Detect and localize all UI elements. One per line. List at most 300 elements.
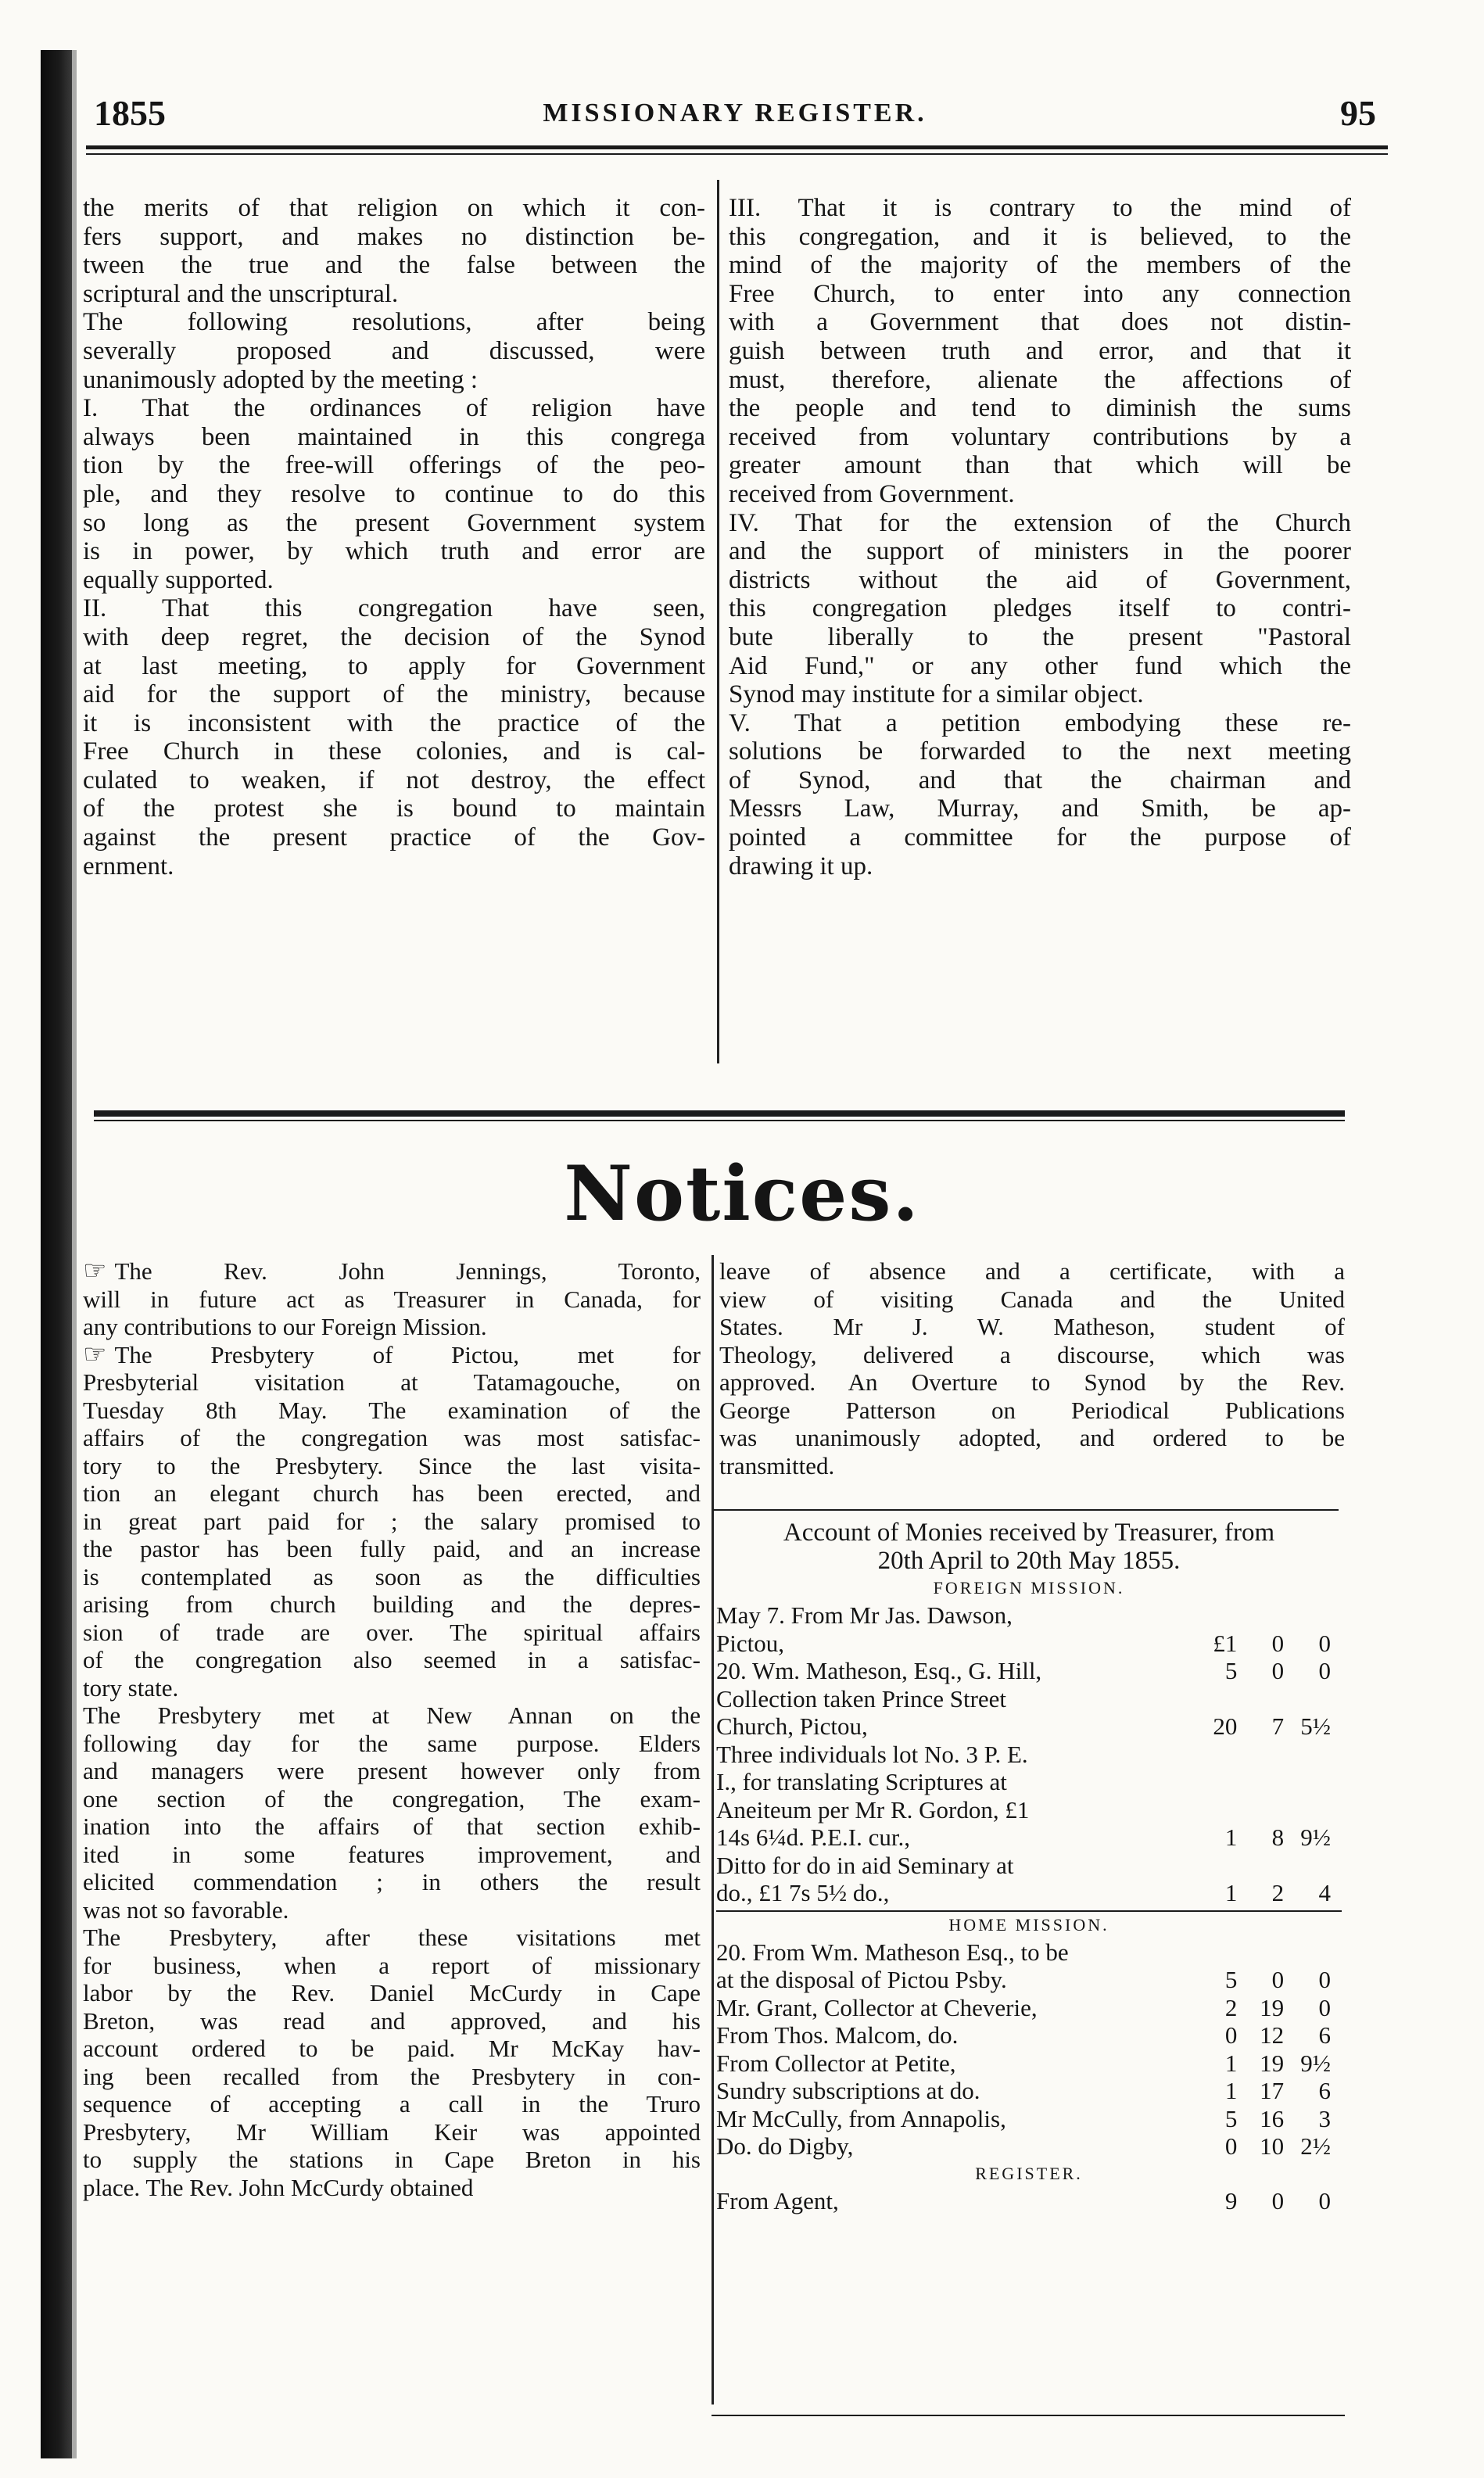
account-amount: 2 [1271, 1879, 1285, 1906]
account-row [716, 1824, 1342, 1852]
text-line [83, 480, 705, 509]
line-text: Free Church, to enter into any connection [729, 279, 1351, 308]
account-desc: Sundry subscriptions at do. [716, 2077, 980, 2104]
account-row [716, 1796, 1342, 1824]
account-desc: Three individuals lot No. 3 P. E. [716, 1740, 1028, 1768]
text-line [83, 1674, 701, 1702]
account-amount: 5 [1224, 2104, 1238, 2132]
text-line [729, 794, 1351, 823]
account-row [716, 2049, 1342, 2078]
line-text: George Patterson on Periodical Publications [719, 1396, 1345, 1424]
account-amount: 9 [1224, 2186, 1238, 2214]
line-text: so long as the present Government system [83, 508, 705, 537]
text-line [83, 1702, 701, 1730]
line-text: one section of the congregation, The exam- [83, 1784, 701, 1813]
account-amount: £1 [1213, 1629, 1238, 1657]
account-heading-line1: Account of Monies received by Treasurer, from [783, 1519, 1275, 1547]
text-line [83, 1841, 701, 1869]
line-text: States. Mr J. W. Matheson, student of [719, 1313, 1345, 1340]
account-amount [1201, 1852, 1248, 1880]
line-text: Presbyterial visitation at Tatamagouche, on [83, 1368, 701, 1396]
account-amount [1201, 1796, 1248, 1824]
account-amount [1248, 1741, 1295, 1769]
home-mission-label: HOME MISSION. [948, 1914, 1109, 1935]
line-text: any contributions to our Foreign Mission. [83, 1313, 487, 1340]
line-text: Breton, was read and approved, and his [83, 2006, 701, 2035]
line-text: The Presbytery of Pictou, met for [114, 1340, 701, 1368]
text-line [729, 223, 1351, 252]
account-desc: From Agent, [716, 2186, 839, 2214]
text-line [719, 1341, 1345, 1369]
text-line [83, 1619, 701, 1647]
text-line [729, 852, 1351, 881]
line-text: received from voluntary contributions by a [729, 422, 1351, 451]
home-mission-table [716, 1938, 1342, 2161]
text-line [83, 366, 705, 395]
account-amount [1295, 1768, 1342, 1796]
text-line [83, 1952, 701, 1980]
account-amount [1248, 1601, 1295, 1630]
account-desc: at the disposal of Pictou Psby. [716, 1966, 1007, 1993]
account-desc: From Thos. Malcom, do. [716, 2021, 959, 2049]
account-amount: 9½ [1300, 2049, 1331, 2077]
account-desc: 20. Wm. Matheson, Esq., G. Hill, [716, 1657, 1042, 1684]
account-amount: 12 [1260, 2021, 1285, 2049]
text-line [729, 652, 1351, 681]
account-mid-rule [716, 1910, 1342, 1912]
text-line [83, 1286, 701, 1314]
line-text: transmitted. [719, 1451, 835, 1479]
line-text: greater amount than that which will be [729, 451, 1351, 480]
account-amount: 17 [1260, 2077, 1285, 2104]
text-line [83, 223, 705, 252]
text-line [83, 1730, 701, 1758]
line-text: mind of the majority of the members of the [729, 251, 1351, 280]
section-rule-thin [94, 1120, 1345, 1121]
text-line [729, 623, 1351, 652]
bottom-column-divider [712, 1255, 714, 2404]
line-text: fers support, and makes no distinction be- [83, 222, 705, 251]
account-amount: 19 [1260, 1993, 1285, 2021]
header-rule-thick [86, 145, 1388, 149]
line-text: always been maintained in this congrega [83, 422, 705, 451]
account-amount: 0 [1224, 2132, 1238, 2160]
text-line [83, 1757, 701, 1785]
account-amount [1295, 1601, 1342, 1630]
line-text: III. That it is contrary to the mind of [729, 194, 1351, 222]
account-row [716, 1938, 1342, 1967]
account-amount: 16 [1260, 2104, 1285, 2132]
line-text: culated to weaken, if not destroy, the effect [83, 766, 705, 794]
footer-rule [712, 2415, 1345, 2416]
text-line [83, 709, 705, 738]
text-line [83, 1868, 701, 1896]
account-desc: 14s 6¼d. P.E.I. cur., [716, 1824, 910, 1851]
account-desc: Collection taken Prince Street [716, 1684, 1007, 1712]
text-line [83, 652, 705, 681]
header-page-number: 95 [1340, 93, 1376, 133]
text-line [83, 280, 705, 309]
text-line [83, 852, 705, 881]
text-line [83, 1535, 701, 1563]
text-line [719, 1368, 1345, 1397]
text-line [729, 823, 1351, 852]
left-column-top [83, 194, 705, 880]
line-text: ited in some features improvement, and [83, 1840, 701, 1868]
text-line [83, 1979, 701, 2007]
line-text: Messrs Law, Murray, and Smith, be ap- [729, 794, 1351, 823]
text-line [83, 823, 705, 852]
account-row [716, 1601, 1342, 1630]
text-line [83, 594, 705, 623]
text-line [729, 337, 1351, 366]
account-amount: 2½ [1300, 2132, 1331, 2160]
account-desc: Mr McCully, from Annapolis, [716, 2104, 1006, 2132]
text-line [729, 737, 1351, 766]
account-amount: 0 [1318, 2186, 1331, 2214]
text-line [83, 394, 705, 423]
text-line [83, 1785, 701, 1813]
text-line [83, 1813, 701, 1841]
line-text: Tuesday 8th May. The examination of the [83, 1396, 701, 1424]
line-text: The Rev. John Jennings, Toronto, [114, 1257, 701, 1285]
account-desc: Mr. Grant, Collector at Cheverie, [716, 1993, 1038, 2021]
text-line [729, 680, 1351, 709]
account-of-monies [716, 1519, 1342, 2214]
line-text: of the protest she is bound to maintain [83, 794, 705, 823]
account-amount: 2 [1224, 1993, 1238, 2021]
text-line [83, 2035, 701, 2063]
text-line [83, 623, 705, 652]
pointing-hand-icon: ☞ [83, 1257, 107, 1286]
line-text: sion of trade are over. The spiritual affairs [83, 1618, 701, 1646]
account-amount: 0 [1271, 2186, 1285, 2214]
account-amount: 5½ [1300, 1712, 1331, 1740]
line-text: place. The Rev. John McCurdy obtained [83, 2173, 474, 2201]
header-title: MISSIONARY REGISTER. [543, 99, 927, 127]
account-amount: 7 [1271, 1712, 1285, 1740]
line-text: The Presbytery met at New Annan on the [83, 1702, 701, 1729]
text-line [729, 423, 1351, 452]
text-line [729, 394, 1351, 423]
account-amount: 3 [1318, 2104, 1331, 2132]
text-line [83, 1313, 701, 1341]
text-line [83, 2090, 701, 2118]
account-amount [1295, 1741, 1342, 1769]
text-line [83, 2146, 701, 2174]
account-amount [1295, 1938, 1342, 1967]
text-line [729, 480, 1351, 509]
line-text: and the support of ministers in the poorer [729, 537, 1351, 566]
line-text: tion an elegant church has been erected, and [83, 1479, 701, 1507]
line-text: was not so favorable. [83, 1895, 289, 1924]
line-text: ernment. [83, 852, 174, 880]
line-text: Presbytery, Mr William Keir was appointed [83, 2118, 701, 2146]
line-text: affairs of the congregation was most satisfac- [83, 1424, 701, 1451]
text-line [729, 594, 1351, 623]
line-text: drawing it up. [729, 852, 873, 880]
account-amount [1201, 1938, 1248, 1967]
line-text: in great part paid for ; the salary promised to [83, 1507, 701, 1535]
text-line [719, 1257, 1345, 1286]
account-amount: 5 [1224, 1657, 1238, 1684]
register-label: REGISTER. [975, 2163, 1083, 2183]
account-desc: Aneiteum per Mr R. Gordon, £1 [716, 1795, 1030, 1824]
account-row [716, 2132, 1342, 2161]
account-row [716, 1741, 1342, 1769]
text-line [729, 366, 1351, 395]
line-text: with deep regret, the decision of the Synod [83, 622, 705, 651]
line-text: districts without the aid of Government, [729, 565, 1351, 594]
line-text: tion by the free-will offerings of the peo- [83, 451, 705, 480]
line-text: tween the true and the false between the [83, 251, 705, 280]
account-heading-line2: 20th April to 20th May 1855. [877, 1547, 1181, 1575]
register-table [716, 2187, 1342, 2215]
account-amount [1295, 1796, 1342, 1824]
line-text: tory to the Presbytery. Since the last visita- [83, 1451, 701, 1479]
line-text: tory state. [83, 1673, 179, 1702]
line-text: II. That this congregation have seen, [83, 594, 705, 623]
line-text: leave of absence and a certificate, with a [719, 1257, 1345, 1285]
account-amount: 1 [1224, 1824, 1238, 1851]
text-line [729, 194, 1351, 223]
text-line [83, 2063, 701, 2091]
line-text: V. That a petition embodying these re- [729, 708, 1351, 737]
account-amount [1201, 1768, 1248, 1796]
text-line [729, 509, 1351, 538]
account-amount: 1 [1224, 2077, 1238, 2104]
account-row [716, 1657, 1342, 1685]
account-amount: 20 [1213, 1712, 1238, 1740]
text-line [83, 566, 705, 595]
account-desc: Ditto for do in aid Seminary at [716, 1851, 1014, 1879]
text-line [83, 1924, 701, 1952]
account-amount [1248, 1685, 1295, 1713]
line-text: of Synod, and that the chairman and [729, 766, 1351, 794]
account-row [716, 2187, 1342, 2215]
line-text: must, therefore, alienate the affections of [729, 365, 1351, 394]
text-line [83, 766, 705, 795]
left-column-notices [83, 1257, 701, 2201]
line-text: unanimously adopted by the meeting : [83, 365, 478, 394]
account-row [716, 1712, 1342, 1741]
account-amount [1248, 1768, 1295, 1796]
account-amount: 9½ [1300, 1824, 1331, 1851]
line-text: ple, and they resolve to continue to do this [83, 479, 705, 508]
account-desc: Pictou, [716, 1629, 784, 1657]
header-year: 1855 [94, 93, 166, 133]
account-amount: 0 [1318, 1966, 1331, 1993]
account-row [716, 1879, 1342, 1907]
right-column-top [729, 194, 1351, 880]
line-text: guish between truth and error, and that it [729, 336, 1351, 365]
line-text: aid for the support of the ministry, because [83, 680, 705, 709]
line-text: arising from church building and the depres- [83, 1590, 701, 1618]
text-line [83, 1368, 701, 1397]
text-line [729, 451, 1351, 480]
account-amount [1201, 1601, 1248, 1630]
account-amount [1201, 1685, 1248, 1713]
text-line [729, 280, 1351, 309]
text-line [719, 1424, 1345, 1452]
section-rule-thick [94, 1110, 1345, 1117]
account-row [716, 1768, 1342, 1796]
text-line [83, 1563, 701, 1591]
line-text: equally supported. [83, 565, 274, 594]
line-text: The following resolutions, after being [83, 308, 705, 337]
page-header [94, 92, 1376, 139]
line-text: The Presbytery, after these visitations met [83, 1924, 701, 1951]
account-amount [1248, 1796, 1295, 1824]
account-amount: 6 [1318, 2021, 1331, 2049]
text-line [83, 1452, 701, 1480]
line-text: Aid Fund," or any other fund which the [729, 651, 1351, 680]
account-amount [1201, 1741, 1248, 1769]
account-amount: 0 [1271, 1966, 1285, 1993]
line-text: was unanimously adopted, and ordered to be [719, 1424, 1345, 1451]
text-line [83, 194, 705, 223]
account-row [716, 2021, 1342, 2049]
account-amount: 10 [1260, 2132, 1285, 2160]
text-line [83, 794, 705, 823]
line-text: of the congregation also seemed in a satisfac- [83, 1646, 701, 1673]
account-amount: 6 [1318, 2077, 1331, 2104]
line-text: solutions be forwarded to the next meeting [729, 737, 1351, 766]
line-text: will in future act as Treasurer in Canada, for [83, 1285, 701, 1313]
text-line [719, 1313, 1345, 1341]
foreign-mission-table [716, 1601, 1342, 1907]
account-top-rule [713, 1509, 1339, 1511]
account-row [716, 2105, 1342, 2133]
account-desc: From Collector at Petite, [716, 2049, 956, 2077]
line-text: ing been recalled from the Presbytery in con- [83, 2062, 701, 2090]
spine-edge [72, 50, 77, 2458]
text-line [83, 1479, 701, 1508]
text-line [83, 2007, 701, 2035]
account-amount: 1 [1224, 2049, 1238, 2077]
line-text: bute liberally to the present "Pastoral [729, 622, 1351, 651]
text-line [83, 1590, 701, 1619]
line-text: the pastor has been fully paid, and an increase [83, 1535, 701, 1562]
text-line [83, 1424, 701, 1452]
text-line [729, 566, 1351, 595]
text-line [83, 1397, 701, 1425]
text-line [729, 709, 1351, 738]
account-desc: Church, Pictou, [716, 1712, 868, 1740]
line-text: and managers were present however only from [83, 1757, 701, 1784]
line-text: view of visiting Canada and the United [719, 1285, 1345, 1313]
line-text: sequence of accepting a call in the Truro [83, 2090, 701, 2118]
account-amount: 0 [1318, 1993, 1331, 2021]
line-text: it is inconsistent with the practice of the [83, 708, 705, 737]
line-text: this congregation, and it is believed, to the [729, 222, 1351, 251]
line-text: severally proposed and discussed, were [83, 336, 705, 365]
text-line [83, 1896, 701, 1924]
text-line [729, 308, 1351, 337]
right-column-notices [719, 1257, 1345, 1479]
text-line [83, 737, 705, 766]
text-line [83, 251, 705, 280]
account-desc: I., for translating Scriptures at [716, 1768, 1007, 1795]
account-amount: 0 [1318, 1629, 1331, 1657]
text-line [83, 2118, 701, 2146]
line-text: account ordered to be paid. Mr McKay hav- [83, 2035, 701, 2062]
account-amount [1295, 1852, 1342, 1880]
line-text: following day for the same purpose. Elders [83, 1729, 701, 1757]
account-amount: 8 [1271, 1824, 1285, 1851]
text-line [719, 1286, 1345, 1314]
text-line [83, 1257, 701, 1286]
text-line [83, 337, 705, 366]
line-text: to supply the stations in Cape Breton in his [83, 2146, 701, 2173]
account-amount: 0 [1271, 1657, 1285, 1684]
line-text: elicited commendation ; in others the result [83, 1868, 701, 1895]
account-desc: Do. do Digby, [716, 2132, 854, 2160]
account-row [716, 1852, 1342, 1880]
book-spine-shadow [41, 50, 72, 2458]
line-text: with a Government that does not distin- [729, 308, 1351, 337]
text-line [83, 451, 705, 480]
line-text: IV. That for the extension of the Church [729, 508, 1351, 537]
account-desc: 20. From Wm. Matheson Esq., to be [716, 1938, 1069, 1966]
line-text: against the present practice of the Gov- [83, 823, 705, 852]
account-row [716, 1685, 1342, 1713]
text-line [719, 1397, 1345, 1425]
text-line [83, 509, 705, 538]
line-text: at last meeting, to apply for Government [83, 651, 705, 680]
account-amount: 4 [1318, 1879, 1331, 1906]
account-row [716, 1966, 1342, 1994]
text-line [729, 766, 1351, 795]
top-column-divider [717, 180, 719, 1063]
line-text: for business, when a report of missionary [83, 1951, 701, 1979]
line-text: Synod may institute for a similar object. [729, 680, 1144, 709]
text-line [729, 251, 1351, 280]
account-row [716, 1994, 1342, 2022]
text-line [83, 2174, 701, 2202]
text-line [83, 680, 705, 709]
line-text: Theology, delivered a discourse, which was [719, 1340, 1345, 1368]
account-heading [716, 1519, 1342, 1575]
line-text: I. That the ordinances of religion have [83, 394, 705, 423]
account-desc: do., £1 7s 5½ do., [716, 1879, 890, 1906]
line-text: this congregation pledges itself to contri- [729, 594, 1351, 623]
account-amount [1248, 1852, 1295, 1880]
foreign-mission-label: FOREIGN MISSION. [933, 1578, 1125, 1598]
account-row [716, 2077, 1342, 2105]
line-text: is contemplated as soon as the difficulties [83, 1562, 701, 1590]
line-text: pointed a committee for the purpose of [729, 823, 1351, 852]
line-text: the people and tend to diminish the sums [729, 394, 1351, 423]
text-line [719, 1452, 1345, 1480]
account-amount: 0 [1318, 1657, 1331, 1684]
line-text: is in power, by which truth and error are [83, 537, 705, 566]
text-line [83, 1508, 701, 1536]
account-amount: 19 [1260, 2049, 1285, 2077]
account-amount: 1 [1224, 1879, 1238, 1906]
account-amount: 0 [1224, 2021, 1238, 2049]
line-text: scriptural and the unscriptural. [83, 279, 399, 308]
line-text: received from Government. [729, 479, 1015, 508]
text-line [729, 537, 1351, 566]
account-row [716, 1630, 1342, 1658]
account-amount [1248, 1938, 1295, 1967]
account-desc: May 7. From Mr Jas. Dawson, [716, 1601, 1013, 1629]
line-text: approved. An Overture to Synod by the Rev. [719, 1368, 1345, 1396]
pointing-hand-icon: ☞ [83, 1340, 107, 1368]
line-text: the merits of that religion on which it con- [83, 194, 705, 222]
notices-heading: Notices. [564, 1149, 920, 1238]
